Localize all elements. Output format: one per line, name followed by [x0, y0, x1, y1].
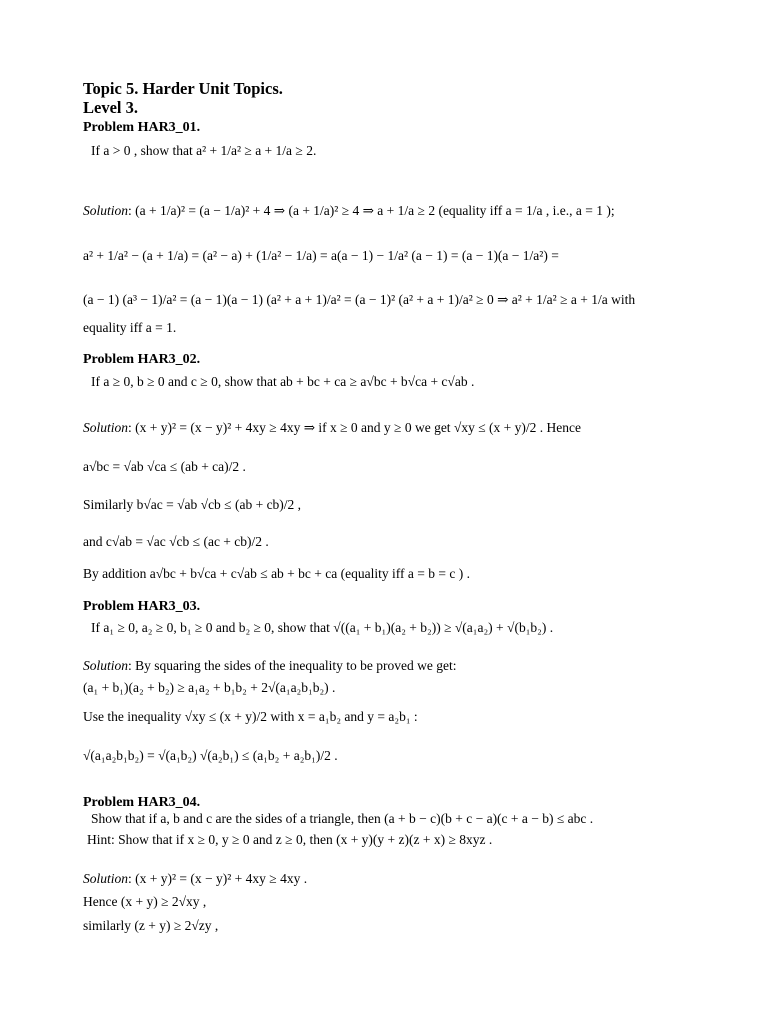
solution-label: Solution	[83, 203, 129, 218]
hint-text: Hint: Show that if x ≥ 0, y ≥ 0 and z ≥ 0, then (x + y)(y + z)(z + x) ≥ 8xyz .	[87, 832, 493, 847]
solution-line: (a₁ + b₁)(a₂ + b₂) ≥ a₁a₂ + b₁b₂ + 2√(a₁a₂b₁b₂) .	[83, 680, 336, 695]
problem-statement: If a ≥ 0, b ≥ 0 and c ≥ 0, show that ab + bc + ca ≥ a√bc + b√ca + c√ab .	[91, 374, 475, 389]
solution-label: Solution	[83, 658, 129, 673]
solution-line: Hence (x + y) ≥ 2√xy ,	[83, 894, 207, 909]
level-title: Level 3.	[83, 98, 138, 117]
solution-line: a² + 1/a² − (a + 1/a) = (a² − a) + (1/a² − 1/a) = a(a − 1) − 1/a² (a − 1) = (a − 1)(a − 1/a²) =	[83, 248, 559, 263]
problem-heading: Problem HAR3_01.	[83, 120, 201, 135]
problem-heading: Problem HAR3_04.	[83, 795, 201, 810]
solution-line: By addition a√bc + b√ca + c√ab ≤ ab + bc + ca (equality iff a = b = c ) .	[83, 566, 470, 581]
solution-text: : By squaring the sides of the inequality to be proved we get:	[128, 658, 457, 673]
solution-line	[83, 420, 581, 436]
solution-text: : (a + 1/a)² = (a − 1/a)² + 4 ⇒ (a + 1/a)² ≥ 4 ⇒ a + 1/a ≥ 2 (equality iff a = 1/a , i.e., a = 1 );	[128, 203, 615, 218]
solution-line: (a − 1) (a³ − 1)/a² = (a − 1)(a − 1) (a² + a + 1)/a² = (a − 1)² (a² + a + 1)/a² ≥ 0 ⇒ a² + 1/a² ≥ a + 1/a with	[83, 292, 636, 307]
problem-statement: If a₁ ≥ 0, a₂ ≥ 0, b₁ ≥ 0 and b₂ ≥ 0, show that √((a₁ + b₁)(a₂ + b₂)) ≥ √(a₁a₂) + √(b₁b₂) .	[91, 620, 554, 635]
solution-line	[83, 871, 307, 887]
solution-line	[83, 203, 615, 219]
topic-title: Topic 5. Harder Unit Topics.	[83, 79, 283, 98]
solution-label: Solution	[83, 420, 129, 435]
solution-line: and c√ab = √ac √cb ≤ (ac + cb)/2 .	[83, 534, 269, 549]
problem-statement: If a > 0 , show that a² + 1/a² ≥ a + 1/a ≥ 2.	[91, 143, 317, 158]
solution-line: Use the inequality √xy ≤ (x + y)/2 with x = a₁b₂ and y = a₂b₁ :	[83, 709, 418, 724]
solution-line	[83, 658, 456, 674]
solution-text: : (x + y)² = (x − y)² + 4xy ≥ 4xy ⇒ if x ≥ 0 and y ≥ 0 we get √xy ≤ (x + y)/2 . Hence	[128, 420, 581, 435]
solution-line: equality iff a = 1.	[83, 320, 177, 335]
solution-line: similarly (z + y) ≥ 2√zy ,	[83, 918, 219, 933]
problem-heading: Problem HAR3_02.	[83, 352, 201, 367]
solution-line: Similarly b√ac = √ab √cb ≤ (ab + cb)/2 ,	[83, 497, 302, 512]
solution-line: √(a₁a₂b₁b₂) = √(a₁b₂) √(a₂b₁) ≤ (a₁b₂ + a₂b₁)/2 .	[83, 748, 338, 763]
solution-label: Solution	[83, 871, 129, 886]
problem-heading: Problem HAR3_03.	[83, 599, 201, 614]
solution-text: : (x + y)² = (x − y)² + 4xy ≥ 4xy .	[128, 871, 308, 886]
problem-statement: Show that if a, b and c are the sides of a triangle, then (a + b − c)(b + c − a)(c + a − b) ≤ abc .	[91, 811, 594, 826]
solution-line: a√bc = √ab √ca ≤ (ab + ca)/2 .	[83, 459, 246, 474]
